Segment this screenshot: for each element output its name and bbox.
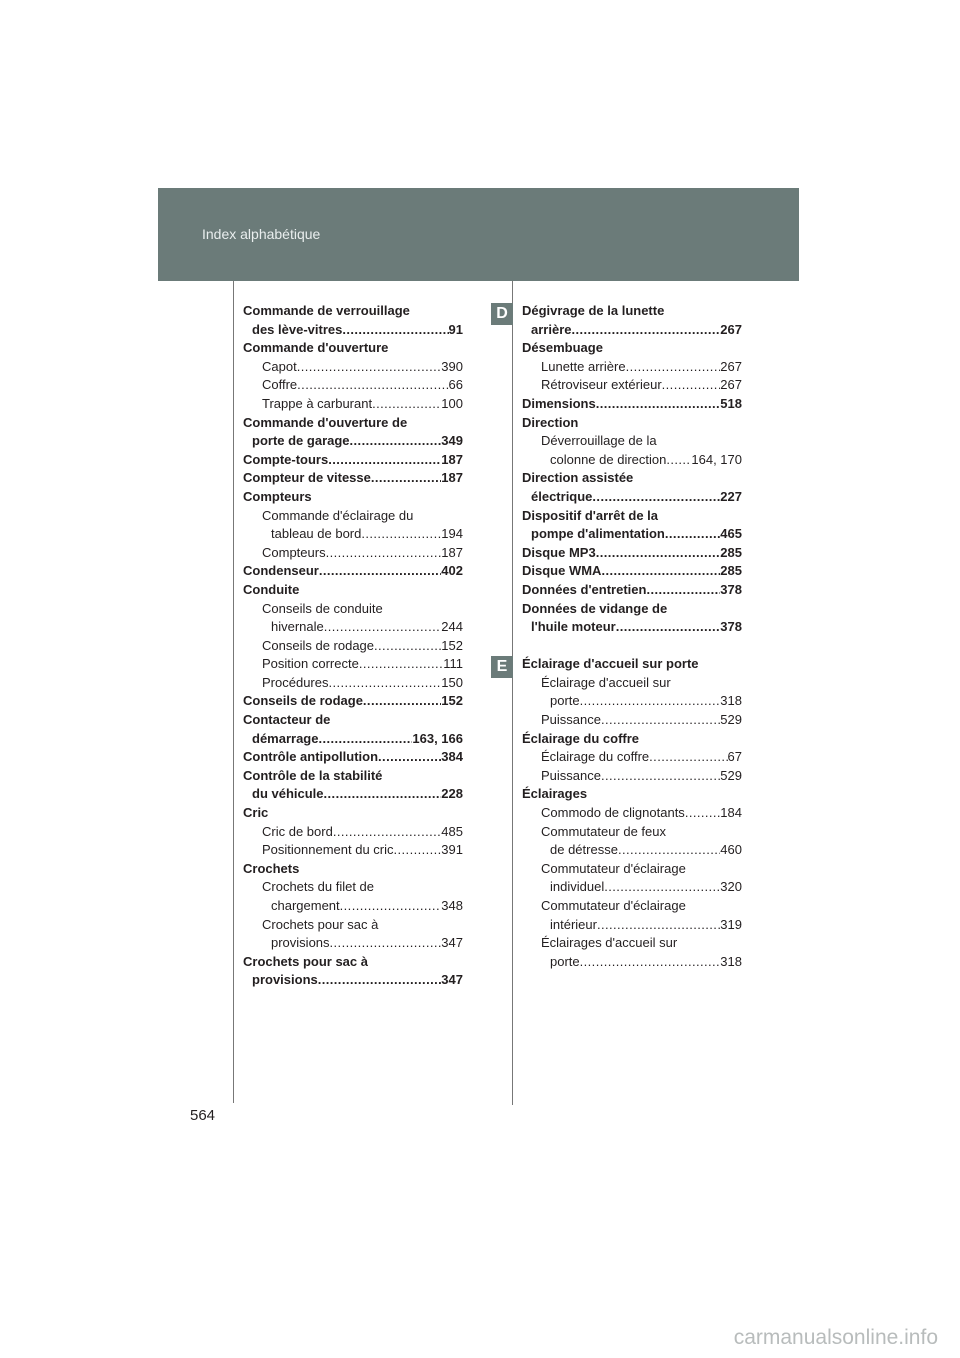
entry-page-ref[interactable]: 187 [441, 451, 463, 467]
dot-leader [318, 730, 412, 749]
entry-page-ref[interactable]: 460 [720, 842, 742, 858]
index-entry [522, 488, 742, 507]
index-entry [522, 916, 742, 935]
entry-term: Position correcte [262, 656, 359, 672]
entry-term: arrière [531, 321, 572, 337]
index-entry [522, 302, 742, 321]
entry-term: Direction [522, 414, 579, 430]
entry-term: intérieur [550, 916, 597, 932]
index-column-right [522, 302, 742, 971]
index-entry [243, 916, 463, 935]
entry-term: Conseils de rodage [262, 637, 375, 653]
dot-leader [318, 971, 442, 990]
entry-term: Crochets du filet de [262, 879, 375, 895]
dot-leader [361, 525, 441, 544]
index-entry [522, 767, 742, 786]
entry-term: Procédures [262, 674, 329, 690]
entry-page-ref[interactable]: 227 [720, 488, 742, 504]
entry-page-ref[interactable]: 319 [720, 916, 742, 932]
entry-term: Commutateur de feux [541, 823, 667, 839]
entry-term: Compteur de vitesse [243, 470, 371, 486]
entry-page-ref[interactable]: 402 [441, 563, 463, 579]
entry-term: Éclairage d'accueil sur porte [522, 656, 699, 672]
entry-term: Éclairage du coffre [541, 749, 650, 765]
entry-term: Cric de bord [262, 823, 333, 839]
index-entry [243, 804, 463, 823]
index-entry [243, 302, 463, 321]
section-letter-e: E [491, 656, 513, 678]
dot-leader [596, 544, 721, 563]
index-entry [243, 432, 463, 451]
index-entry [243, 878, 463, 897]
dot-leader [601, 767, 720, 786]
dot-leader [666, 451, 691, 470]
index-entry [522, 376, 742, 395]
entry-page-ref[interactable]: 347 [441, 935, 463, 951]
entry-term: Commutateur d'éclairage [541, 860, 686, 876]
index-entry [243, 971, 463, 990]
entry-term: chargement [271, 898, 340, 913]
dot-leader [328, 451, 441, 470]
index-entry [522, 562, 742, 581]
index-entry [522, 544, 742, 563]
index-entry [243, 674, 463, 693]
dot-leader [662, 376, 721, 395]
entry-term: Conseils de conduite [262, 600, 383, 616]
dot-leader [580, 953, 721, 972]
entry-page-ref[interactable]: 164, 170 [691, 451, 742, 467]
entry-page-ref[interactable]: 348 [441, 898, 463, 913]
index-entry [243, 321, 463, 340]
entry-term: du véhicule [252, 786, 324, 802]
entry-term: Désembuage [522, 340, 603, 356]
index-entry [243, 730, 463, 749]
index-entry [522, 804, 742, 823]
entry-term: individuel [550, 879, 605, 895]
dot-leader [685, 804, 720, 823]
dot-leader [342, 321, 448, 340]
entry-page-ref[interactable]: 150 [441, 674, 463, 690]
index-entry [522, 730, 742, 749]
entry-term: Éclairage du coffre [522, 730, 640, 746]
entry-term: Puissance [541, 767, 601, 783]
entry-page-ref[interactable]: 228 [441, 786, 463, 802]
entry-term: Lunette arrière [541, 358, 626, 374]
dot-leader [580, 692, 721, 711]
entry-term: pompe d'alimentation [531, 526, 665, 542]
entry-page-ref[interactable]: 152 [441, 637, 463, 653]
dot-leader [372, 395, 441, 414]
entry-term: Puissance [541, 712, 601, 728]
dot-leader [597, 916, 720, 935]
entry-term: Cric [243, 805, 269, 821]
page-number: 564 [190, 1107, 216, 1124]
section-letter-d: D [491, 303, 513, 325]
entry-term: Commodo de clignotants [541, 805, 685, 821]
entry-term: des lève-vitres [252, 321, 343, 337]
index-entry [522, 823, 742, 842]
index-column-left [243, 302, 463, 990]
entry-page-ref[interactable]: 529 [720, 712, 742, 728]
index-entry [522, 692, 742, 711]
dot-leader [333, 823, 441, 842]
index-entry [243, 339, 463, 358]
index-entry [243, 451, 463, 470]
entry-term: Crochets pour sac à [243, 953, 368, 969]
index-entry [522, 934, 742, 953]
dot-leader [665, 525, 720, 544]
index-entry [522, 897, 742, 916]
index-entry [522, 785, 742, 804]
index-entry [522, 525, 742, 544]
dot-leader [330, 934, 442, 953]
dot-leader [646, 581, 720, 600]
entry-term: Contrôle de la stabilité [243, 767, 383, 783]
entry-term: porte [550, 953, 580, 969]
dot-leader [571, 321, 720, 340]
entry-term: provisions [271, 935, 330, 951]
dot-leader [359, 655, 443, 674]
entry-page-ref[interactable]: 67 [727, 749, 742, 765]
index-entry [243, 692, 463, 711]
section-gap [522, 637, 742, 656]
entry-term: Données d'entretien [522, 581, 647, 597]
entry-term: Éclairage d'accueil sur [541, 674, 671, 690]
header-title: Index alphabétique [202, 226, 321, 242]
entry-term: hivernale [271, 619, 324, 635]
entry-term: Disque WMA [522, 563, 602, 579]
entry-term: Crochets pour sac à [262, 916, 379, 932]
entry-page-ref[interactable]: 347 [441, 972, 463, 988]
watermark: carmanualsonline.info [733, 1326, 938, 1349]
index-entry [522, 953, 742, 972]
index-entry [243, 414, 463, 433]
index-entry [243, 395, 463, 414]
entry-page-ref[interactable]: 390 [441, 358, 463, 374]
index-entry [522, 469, 742, 488]
entry-term: Contacteur de [243, 712, 331, 728]
index-entry [522, 395, 742, 414]
entry-term: Éclairages d'accueil sur [541, 935, 678, 951]
index-entry [243, 600, 463, 619]
dot-leader [394, 841, 442, 860]
entry-term: Compteurs [243, 488, 312, 504]
entry-term: Commande d'ouverture [243, 340, 389, 356]
index-entry [522, 748, 742, 767]
entry-page-ref[interactable]: 187 [441, 544, 463, 560]
index-entry [243, 488, 463, 507]
index-entry [522, 674, 742, 693]
index-entry [243, 860, 463, 879]
index-entry [243, 544, 463, 563]
dot-leader [371, 469, 441, 488]
index-entry [522, 414, 742, 433]
entry-page-ref[interactable]: 285 [720, 563, 742, 579]
entry-page-ref[interactable]: 518 [720, 395, 742, 411]
dot-leader [297, 376, 448, 395]
entry-page-ref[interactable]: 267 [720, 358, 742, 374]
entry-page-ref[interactable]: 465 [720, 526, 742, 542]
dot-leader [324, 785, 442, 804]
index-entry [522, 618, 742, 637]
entry-term: Données de vidange de [522, 600, 668, 616]
dot-leader [649, 748, 727, 767]
entry-term: Éclairages [522, 786, 588, 802]
entry-page-ref[interactable]: 194 [441, 526, 463, 542]
dot-leader [297, 358, 442, 377]
index-entry [243, 562, 463, 581]
entry-page-ref[interactable]: 152 [441, 693, 463, 709]
index-entry [522, 860, 742, 879]
index-entry [522, 339, 742, 358]
entry-page-ref[interactable]: 318 [720, 953, 742, 969]
entry-term: colonne de direction [550, 451, 667, 467]
index-entry [243, 376, 463, 395]
entry-page-ref[interactable]: 100 [441, 395, 463, 411]
entry-page-ref[interactable]: 111 [443, 656, 463, 672]
entry-page-ref[interactable]: 384 [441, 749, 463, 765]
entry-page-ref[interactable]: 244 [441, 619, 463, 635]
entry-page-ref[interactable]: 349 [441, 433, 463, 449]
index-entry [522, 432, 742, 451]
entry-term: Direction assistée [522, 470, 634, 486]
index-entry [243, 934, 463, 953]
index-entry [522, 581, 742, 600]
entry-page-ref[interactable]: 378 [720, 619, 742, 635]
entry-term: Conseils de rodage [243, 693, 363, 709]
dot-leader [604, 878, 720, 897]
entry-page-ref[interactable]: 91 [448, 321, 463, 337]
index-entry [243, 767, 463, 786]
entry-term: Capot [262, 358, 297, 374]
entry-term: provisions [252, 972, 318, 988]
index-entry [522, 711, 742, 730]
index-entry [243, 655, 463, 674]
dot-leader [616, 618, 721, 637]
entry-term: tableau de bord [271, 526, 362, 542]
dot-leader [328, 674, 441, 693]
entry-term: Compte-tours [243, 451, 329, 467]
entry-page-ref[interactable]: 187 [441, 470, 463, 486]
index-entry [243, 897, 463, 916]
entry-page-ref[interactable]: 267 [720, 321, 742, 337]
entry-page-ref[interactable]: 66 [448, 377, 463, 393]
dot-leader [326, 544, 442, 563]
entry-page-ref[interactable]: 285 [720, 544, 742, 560]
entry-term: Commande d'éclairage du [262, 507, 414, 523]
column-divider-left [233, 281, 234, 1103]
entry-term: Déverrouillage de la [541, 433, 657, 449]
entry-term: Rétroviseur extérieur [541, 377, 662, 393]
entry-page-ref[interactable]: 391 [441, 842, 463, 858]
entry-page-ref[interactable]: 318 [720, 693, 742, 709]
entry-term: Conduite [243, 581, 300, 597]
entry-term: Dimensions [522, 395, 596, 411]
index-entry [243, 507, 463, 526]
index-entry [243, 469, 463, 488]
entry-term: démarrage [252, 730, 319, 746]
entry-term: Compteurs [262, 544, 326, 560]
entry-term: Contrôle antipollution [243, 749, 379, 765]
dot-leader [363, 692, 441, 711]
index-entry [243, 618, 463, 637]
index-entry [522, 358, 742, 377]
entry-term: électrique [531, 488, 593, 504]
dot-leader [596, 395, 721, 414]
dot-leader [592, 488, 720, 507]
index-entry [522, 507, 742, 526]
index-entry [243, 637, 463, 656]
entry-term: porte de garage [252, 433, 350, 449]
entry-term: Condenseur [243, 563, 319, 579]
index-entry [522, 451, 742, 470]
dot-leader [319, 562, 441, 581]
column-divider-middle [512, 281, 513, 1105]
dot-leader [378, 748, 441, 767]
index-entry [243, 358, 463, 377]
index-entry [243, 823, 463, 842]
entry-term: Commande d'ouverture de [243, 414, 408, 430]
entry-term: de détresse [550, 842, 618, 858]
dot-leader [618, 841, 720, 860]
entry-page-ref[interactable]: 163, 166 [412, 730, 463, 746]
index-entry [522, 600, 742, 619]
index-entry [522, 655, 742, 674]
index-entry [243, 841, 463, 860]
entry-term: Dégivrage de la lunette [522, 303, 665, 318]
entry-page-ref[interactable]: 320 [720, 879, 742, 895]
entry-page-ref[interactable]: 485 [441, 823, 463, 839]
dot-leader [601, 562, 720, 581]
entry-term: Trappe à carburant [262, 395, 373, 411]
entry-term: Disque MP3 [522, 544, 596, 560]
index-entry [243, 953, 463, 972]
entry-page-ref[interactable]: 529 [720, 767, 742, 783]
index-entry [243, 711, 463, 730]
entry-term: Crochets [243, 860, 300, 876]
index-entry [243, 748, 463, 767]
index-entry [522, 841, 742, 860]
dot-leader [374, 637, 441, 656]
dot-leader [601, 711, 720, 730]
dot-leader [626, 358, 721, 377]
entry-term: Coffre [262, 377, 298, 393]
entry-term: Dispositif d'arrêt de la [522, 507, 659, 523]
index-entry [243, 581, 463, 600]
entry-term: porte [550, 693, 580, 709]
entry-page-ref[interactable]: 267 [720, 377, 742, 393]
index-entry [522, 878, 742, 897]
entry-term: l'huile moteur [531, 619, 616, 635]
entry-term: Positionnement du cric [262, 842, 394, 858]
entry-term: Commande de verrouillage [243, 303, 410, 318]
index-entry [243, 525, 463, 544]
page-header [158, 188, 799, 281]
dot-leader [324, 618, 442, 637]
index-entry [522, 321, 742, 340]
index-entry [243, 785, 463, 804]
dot-leader [350, 432, 442, 451]
dot-leader [340, 897, 442, 916]
entry-term: Commutateur d'éclairage [541, 898, 686, 913]
entry-page-ref[interactable]: 378 [720, 581, 742, 597]
entry-page-ref[interactable]: 184 [720, 805, 742, 821]
